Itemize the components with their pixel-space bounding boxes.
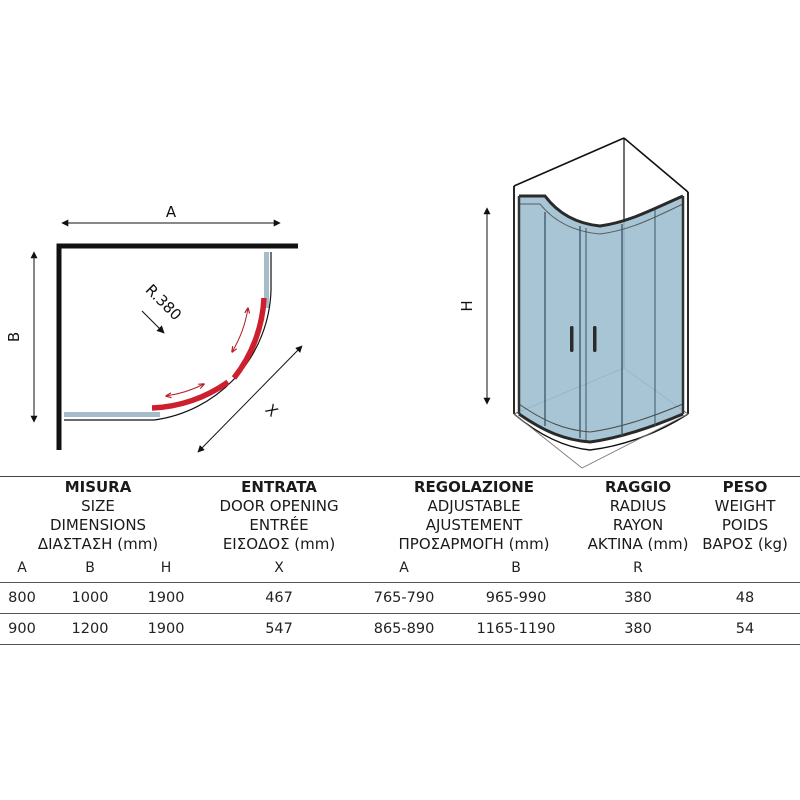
table-cell: 1165-1190 — [446, 614, 586, 645]
dim-x-label: X — [261, 400, 282, 421]
plan-view — [5, 203, 302, 452]
table-row — [0, 614, 800, 645]
table-cell: 965-990 — [446, 583, 586, 614]
table-cell: 1200 — [44, 614, 136, 645]
subheader-cell: A — [399, 560, 409, 576]
table-top-rule — [0, 476, 800, 477]
header-weight: PESO WEIGHT POIDS ΒΑΡΟΣ (kg) — [702, 478, 788, 553]
table-cell: 800 — [0, 583, 44, 614]
table-row — [0, 583, 800, 614]
table-cell: 1000 — [44, 583, 136, 614]
table-cell: 765-790 — [362, 583, 446, 614]
table-cell: 380 — [586, 614, 690, 645]
table-cell: 900 — [0, 614, 44, 645]
plan-fixed-panel-bottom — [64, 412, 160, 417]
table-header-row — [0, 478, 800, 554]
plan-door-upper — [234, 298, 264, 378]
handle-right — [593, 326, 597, 352]
spec-table — [0, 478, 800, 645]
table-cell: 1900 — [136, 614, 196, 645]
subheader-cell: B — [85, 560, 95, 576]
glass-enclosure — [519, 196, 683, 442]
subheader-cell — [690, 554, 800, 583]
plan-slide-arrow-upper — [232, 308, 248, 352]
handle-left — [570, 326, 574, 352]
dim-b-label: B — [5, 331, 23, 343]
dim-h-label: H — [458, 300, 476, 312]
subheader-cell: X — [274, 560, 284, 576]
subheader-cell: B — [511, 560, 521, 576]
table-cell: 467 — [196, 583, 362, 614]
table-cell: 54 — [690, 614, 800, 645]
radius-arrow — [142, 311, 164, 333]
plan-slide-arrow-lower — [166, 384, 204, 396]
subheader-cell: H — [160, 560, 172, 576]
table-cell: 48 — [690, 583, 800, 614]
dim-a-label: A — [165, 203, 177, 221]
table-cell: 1900 — [136, 583, 196, 614]
dim-x-line — [198, 346, 302, 452]
subheader-cell: A — [17, 560, 27, 576]
elevation-view — [458, 138, 688, 468]
table-cell: 865-890 — [362, 614, 446, 645]
header-size: MISURA SIZE DIMENSIONS ΔΙΑΣΤΑΣΗ (mm) — [37, 478, 159, 553]
radius-label: R.380 — [141, 280, 186, 325]
header-adjustable: REGOLAZIONE ADJUSTABLE AJUSTEMENT ΠΡΟΣΑΡΜΟΓΗ (mm) — [398, 478, 550, 553]
header-radius: RAGGIO RADIUS RAYON ΑΚΤΙΝΑ (mm) — [587, 478, 689, 553]
table-cell: 547 — [196, 614, 362, 645]
header-door-opening: ENTRATA DOOR OPENING ENTRÉE ΕΙΣΟΔΟΣ (mm) — [219, 478, 339, 553]
subheader-cell: R — [633, 560, 643, 576]
table-subheader-row — [0, 554, 800, 583]
table-cell: 380 — [586, 583, 690, 614]
